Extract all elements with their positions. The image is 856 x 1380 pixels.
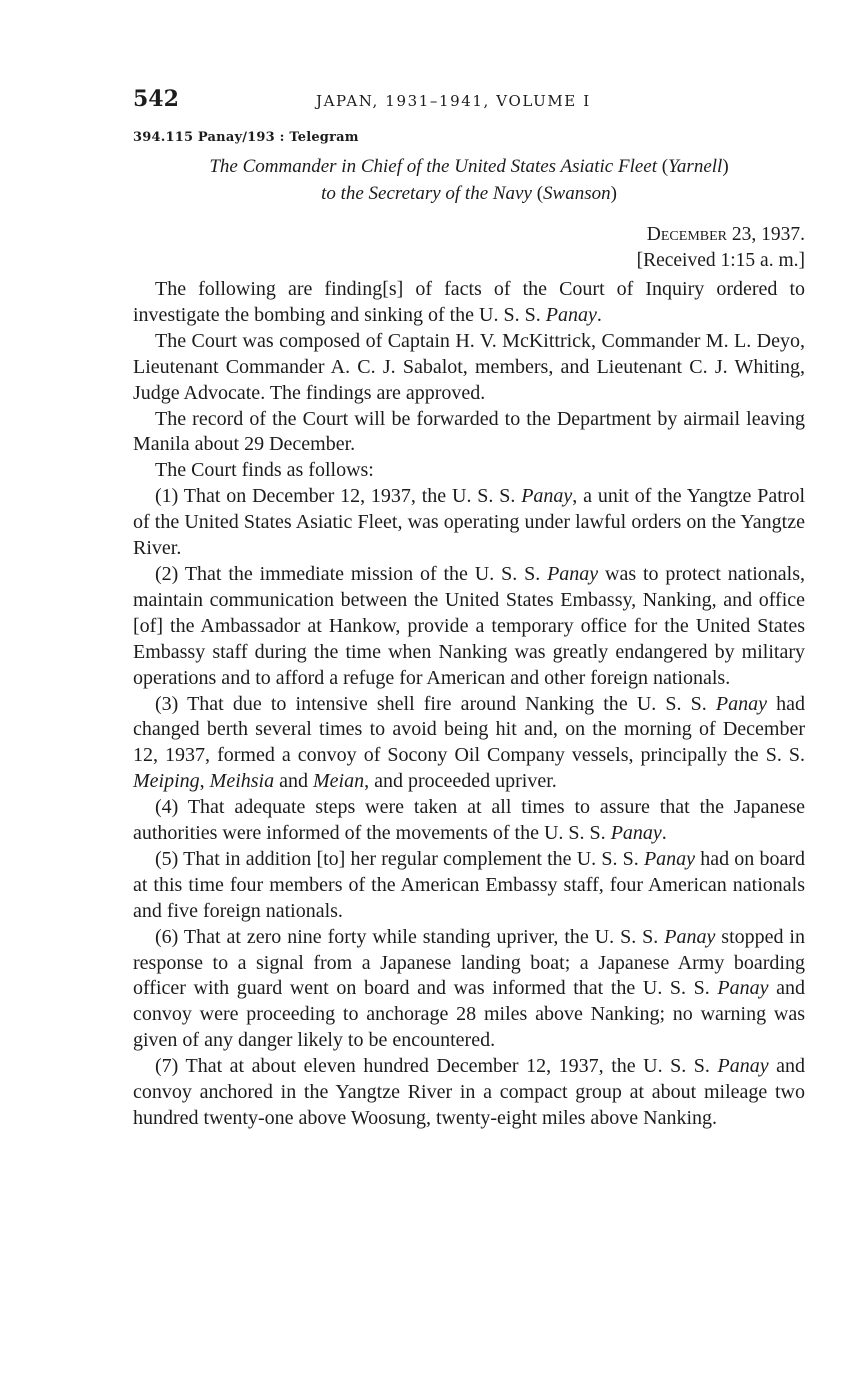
date-month: December bbox=[646, 224, 727, 245]
heading-to: to the Secretary of the Navy bbox=[321, 183, 532, 204]
document-heading: The Commander in Chief of the United States Asiatic Fleet (Yarnell) to the Secretary of the Navy (Swanson) bbox=[209, 156, 729, 204]
finding-2: (2) That the immediate mission of the U. S. S. Panay was to protect nationals, maintain communication between the United States Embassy, Nanking, and office [of] the Ambassador at Hankow, provide a temporary office for the United States Embassy staff during the time when Nanking was greatly endangered by military operations and to afford a refuge for American and other foreign nationals. bbox=[133, 562, 805, 689]
heading-to-name: Swanson bbox=[543, 183, 611, 204]
finding-4: (4) That adequate steps were taken at all times to assure that the Japanese authorities were informed of the movements of the U. S. S. Panay. bbox=[133, 796, 805, 845]
heading-from-name: Yarnell bbox=[668, 156, 723, 177]
received-line: [Received 1:15 a. m.] bbox=[636, 250, 805, 271]
paragraph-intro: The following are finding[s] of facts of the Court of Inquiry ordered to investigate the bombing and sinking of the U. S. S. Panay. bbox=[133, 278, 805, 326]
file-reference: 394.115 Panay/193 : Telegram bbox=[133, 130, 359, 145]
finding-3: (3) That due to intensive shell fire around Nanking the U. S. S. Panay had changed berth several times to avoid being hit and, on the morning of December 12, 1937, formed a convoy of Socony Oil Company vessels, principally the S. S. Meiping, Meihsia and Meian, and proceeded upriver. bbox=[133, 692, 805, 793]
date-line bbox=[133, 222, 805, 248]
heading-from: The Commander in Chief of the United States Asiatic Fleet bbox=[209, 156, 658, 177]
dateline bbox=[133, 222, 805, 274]
date-rest: 23, 1937. bbox=[727, 224, 805, 245]
page-number: 542 bbox=[133, 86, 179, 112]
finding-5: (5) That in addition [to] her regular complement the U. S. S. Panay had on board at this time four members of the American Embassy staff, four American nationals and five foreign nationals. bbox=[133, 847, 805, 922]
paragraph-court-composition: The Court was composed of Captain H. V. McKittrick, Commander M. L. Deyo, Lieutenant Commander A. C. J. Sabalot, members, and Lieutenant C. J. Whiting, Judge Advocate. The findings are approved. bbox=[133, 329, 805, 404]
paragraph-finds: The Court finds as follows: bbox=[155, 459, 374, 482]
running-title: JAPAN, 1931–1941, VOLUME I bbox=[316, 92, 591, 110]
document-page bbox=[133, 86, 805, 1132]
telegram-body bbox=[133, 277, 805, 1132]
finding-7: (7) That at about eleven hundred December 12, 1937, the U. S. S. Panay and convoy anchored in the Yangtze River in a compact group at about mileage two hundred twenty-one above Woosung, twenty-eight miles above Nanking. bbox=[133, 1055, 805, 1129]
finding-6: (6) That at zero nine forty while standing upriver, the U. S. S. Panay stopped in response to a signal from a Japanese landing boat; a Japanese Army boarding officer with guard went on board and was informed that the U. S. S. Panay and convoy were proceeding to anchorage 28 miles above Nanking; no warning was given of any danger likely to be encountered. bbox=[133, 925, 805, 1052]
running-head bbox=[133, 86, 805, 116]
paragraph-record: The record of the Court will be forwarded to the Department by airmail leaving Manila about 29 December. bbox=[133, 407, 805, 456]
finding-1: (1) That on December 12, 1937, the U. S. S. Panay, a unit of the Yangtze Patrol of the United States Asiatic Fleet, was operating under lawful orders on the Yangtze River. bbox=[133, 485, 805, 560]
